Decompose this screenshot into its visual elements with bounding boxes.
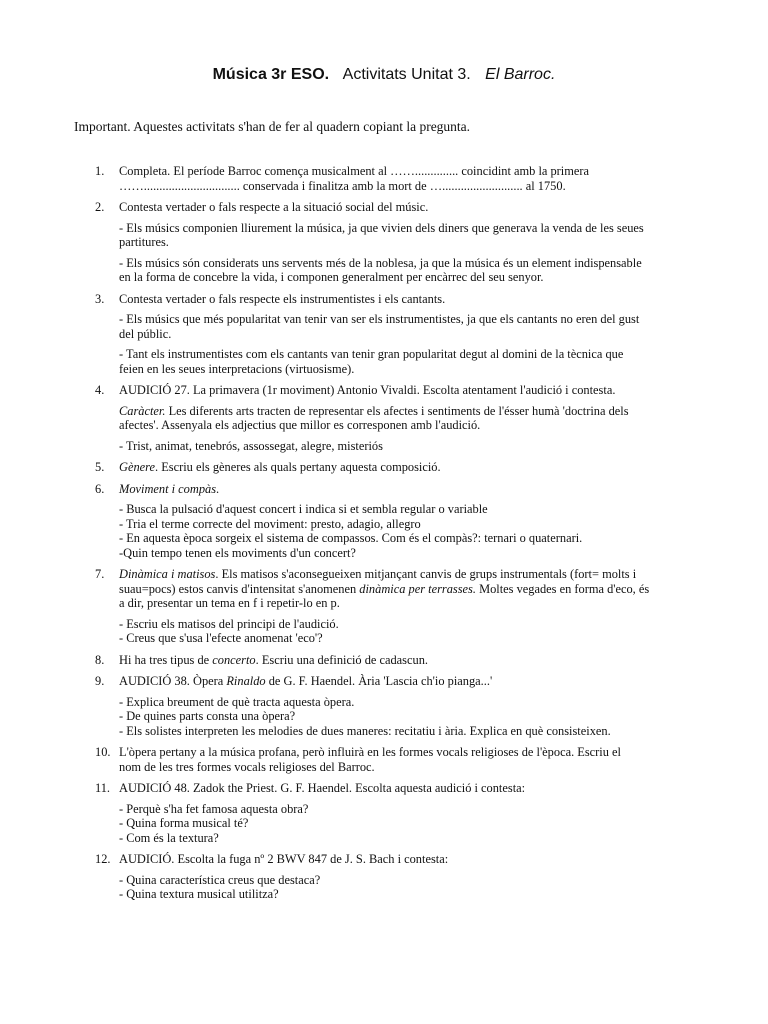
question-bullet: - Com és la textura? bbox=[119, 830, 219, 845]
item-text: AUDICIÓ 27. La primavera (1r moviment) Antonio Vivaldi. Escolta atentament l'audició i contesta. bbox=[119, 383, 616, 397]
question-bullet: - En aquesta època sorgeix el sistema de compassos. Com és el compàs?: ternari o quaternari. bbox=[119, 531, 583, 545]
item-text-part: Moltes vegades en forma d'eco, és bbox=[475, 581, 650, 596]
question-bullet: - Perquè s'ha fet famosa aquesta obra? bbox=[119, 801, 309, 816]
item-number: 1. bbox=[95, 164, 105, 178]
activity-list bbox=[95, 164, 700, 909]
item-number: 5. bbox=[95, 460, 105, 474]
item-text-part: . Els matisos s'aconsegueixen mitjançant canvis de grups instrumentals (fort= molts i bbox=[215, 567, 637, 581]
activity-item bbox=[95, 745, 700, 774]
title-unit: Activitats Unitat 3. bbox=[342, 66, 471, 83]
page-title bbox=[0, 66, 768, 84]
item-emphasis: dinàmica per terrasses. bbox=[359, 581, 476, 596]
item-text: a dir, presentar un tema en f i repetir-lo en p. bbox=[119, 596, 340, 610]
activity-item bbox=[95, 460, 700, 475]
item-emphasis: Moviment i compàs bbox=[119, 481, 217, 496]
question-bullet: - Quina forma musical té? bbox=[119, 816, 249, 830]
item-text-part: . bbox=[216, 481, 220, 496]
activity-item bbox=[95, 781, 700, 845]
item-number: 10. bbox=[95, 745, 111, 759]
item-emphasis: Dinàmica i matisos bbox=[119, 567, 216, 581]
item-emphasis: Caràcter. bbox=[119, 403, 166, 418]
item-text-part: de G. F. Haendel. Ària 'Lascia ch'io pianga...' bbox=[265, 674, 493, 688]
item-number: 9. bbox=[95, 674, 105, 688]
item-subtext: feien en les seues interpretacions (virtuosisme). bbox=[119, 361, 355, 376]
item-number: 7. bbox=[95, 567, 105, 581]
item-subtext: - Els músics són considerats uns servents més de la noblesa, ja que la música és un element indispensable bbox=[119, 255, 642, 270]
item-text-part: . Escriu els gèneres als quals pertany aquesta composició. bbox=[155, 460, 441, 474]
item-text: AUDICIÓ. Escolta la fuga nº 2 BWV 847 de J. S. Bach i contesta: bbox=[119, 852, 449, 866]
item-subtext: afectes'. Assenyala els adjectius que millor es corresponen amb l'audició. bbox=[119, 418, 481, 432]
item-text bbox=[119, 482, 700, 497]
item-text bbox=[119, 582, 700, 597]
item-subtext-part: Les diferents arts tracten de representar els afectes i sentiments de l'ésser humà 'doctrina dels bbox=[165, 403, 629, 418]
item-emphasis: Rinaldo bbox=[226, 674, 266, 688]
item-number: 6. bbox=[95, 481, 105, 496]
item-text: L'òpera pertany a la música profana, però influirà en les formes vocals religioses de l'època. Escriu el bbox=[119, 745, 621, 759]
item-number: 3. bbox=[95, 291, 105, 306]
item-text: Contesta vertader o fals respecte els instrumentistes i els cantants. bbox=[119, 291, 446, 306]
item-subtext bbox=[119, 404, 700, 419]
item-text: nom de les tres formes vocals religioses del Barroc. bbox=[119, 759, 375, 774]
title-subject: Música 3r ESO. bbox=[212, 66, 330, 83]
question-bullet: - Quina característica creus que destaca? bbox=[119, 872, 321, 887]
item-number: 12. bbox=[95, 852, 111, 866]
item-subtext: del públic. bbox=[119, 326, 172, 341]
item-text: AUDICIÓ 48. Zadok the Priest. G. F. Haendel. Escolta aquesta audició i contesta: bbox=[119, 781, 526, 795]
title-topic: El Barroc. bbox=[485, 66, 556, 83]
question-bullet: - Explica breument de què tracta aquesta òpera. bbox=[119, 694, 355, 709]
question-bullet: - Creus que s'usa l'efecte anomenat 'eco'? bbox=[119, 631, 323, 645]
item-text bbox=[119, 674, 700, 689]
item-emphasis: Gènere bbox=[119, 460, 156, 474]
item-text bbox=[119, 653, 700, 668]
item-text bbox=[119, 460, 700, 475]
question-bullet: - Els solistes interpreten les melodies de dues maneres: recitatiu i ària. Explica en què consisteixen. bbox=[119, 723, 611, 738]
item-emphasis: concerto bbox=[212, 652, 256, 667]
activity-item bbox=[95, 292, 700, 377]
question-bullet: - Tria el terme correcte del moviment: presto, adagio, allegro bbox=[119, 516, 421, 531]
item-subtext: en la forma de concebre la vida, i componen generalment per encàrrec del seu senyor. bbox=[119, 270, 544, 284]
item-number: 8. bbox=[95, 652, 105, 667]
item-text bbox=[119, 567, 700, 582]
activity-item bbox=[95, 852, 700, 902]
item-subtext: - Els músics que més popularitat van tenir van ser els instrumentistes, ja que els cantants no eren del gust bbox=[119, 312, 640, 326]
activity-item bbox=[95, 200, 700, 285]
activity-item bbox=[95, 674, 700, 738]
item-text: ……............................... conservada i finalitza amb la mort de ….......................... al 1750. bbox=[119, 178, 566, 193]
item-number: 2. bbox=[95, 200, 105, 214]
activity-item bbox=[95, 482, 700, 561]
item-subtext: partitures. bbox=[119, 235, 169, 249]
item-number: 11. bbox=[95, 781, 111, 795]
item-subtext: - Tant els instrumentistes com els cantants van tenir gran popularitat degut al domini de la tècnica que bbox=[119, 347, 624, 361]
intro-note: Important. Aquestes activitats s'han de fer al quadern copiant la pregunta. bbox=[74, 119, 471, 134]
question-bullet: - Busca la pulsació d'aquest concert i indica si et sembla regular o variable bbox=[119, 502, 488, 516]
activity-item bbox=[95, 567, 700, 646]
item-number: 4. bbox=[95, 383, 105, 397]
adjective-list: - Trist, animat, tenebrós, assossegat, alegre, misteriós bbox=[119, 438, 383, 453]
activity-item bbox=[95, 164, 700, 193]
question-bullet: - Escriu els matisos del principi de l'audició. bbox=[119, 616, 339, 631]
activity-item bbox=[95, 653, 700, 668]
item-text-part: . Escriu una definició de cadascun. bbox=[255, 652, 428, 667]
item-text-part: suau=pocs) estos canvis d'intensitat s'anomenen bbox=[119, 581, 360, 596]
item-text-part: AUDICIÓ 38. Òpera bbox=[119, 674, 227, 688]
item-text: Completa. El període Barroc comença musicalment al …….............. coincidint amb la primera bbox=[119, 164, 590, 178]
question-bullet: - De quines parts consta una òpera? bbox=[119, 709, 296, 723]
question-bullet: - Quina textura musical utilitza? bbox=[119, 887, 279, 901]
question-bullet: -Quin tempo tenen els moviments d'un concert? bbox=[119, 545, 356, 560]
item-text-part: Hi ha tres tipus de bbox=[119, 652, 213, 667]
item-text: Contesta vertader o fals respecte a la situació social del músic. bbox=[119, 200, 429, 214]
activity-item bbox=[95, 383, 700, 453]
item-subtext: - Els músics componien lliurement la música, ja que vivien dels diners que generava la venda de les seues bbox=[119, 220, 644, 235]
